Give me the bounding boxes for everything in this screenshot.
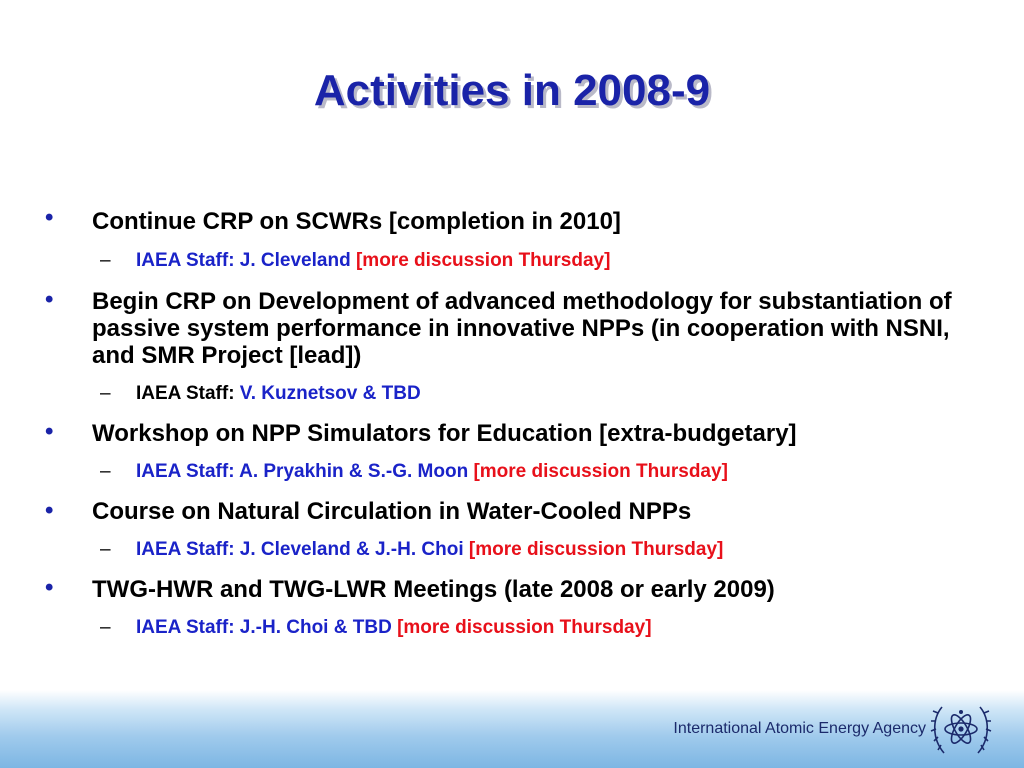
staff-names: J. Cleveland & J.-H. Choi — [239, 539, 464, 560]
discussion-note: [more discussion Thursday] — [397, 617, 652, 638]
staff-names: J. Cleveland — [239, 250, 351, 271]
staff-prefix: IAEA Staff: — [136, 461, 240, 482]
staff-prefix: IAEA Staff: — [136, 539, 240, 560]
dash-icon: – — [100, 250, 111, 271]
dash-icon: – — [100, 461, 111, 482]
bullet-item-4: Course on Natural Circulation in Water-Cooled NPPs — [92, 498, 692, 525]
bullet-item-2: Begin CRP on Development of advanced methodology for substantiation of passive system performance in innovative NPPs (in cooperation with NSNI, and SMR Project [lead]) — [92, 288, 952, 369]
slide-title: Activities in 2008-9 — [313, 66, 711, 115]
staff-line-4 — [136, 539, 723, 561]
bullet-icon: • — [45, 497, 54, 524]
agency-name: International Atomic Energy Agency — [673, 720, 926, 737]
staff-line-3 — [136, 461, 728, 483]
discussion-note: [more discussion Thursday] — [355, 250, 611, 271]
bullet-icon: • — [45, 286, 54, 313]
bullet-item-5: TWG-HWR and TWG-LWR Meetings (late 2008 or early 2009) — [92, 576, 775, 603]
staff-names: V. Kuznetsov & TBD — [239, 383, 421, 404]
bullet-item-3: Workshop on NPP Simulators for Education [extra-budgetary] — [92, 420, 797, 447]
discussion-note: [more discussion Thursday] — [473, 461, 728, 482]
staff-prefix: IAEA Staff: — [136, 383, 240, 404]
iaea-emblem-icon — [928, 697, 994, 761]
dash-icon: – — [100, 539, 111, 560]
dash-icon: – — [100, 617, 111, 638]
bullet-item-1: Continue CRP on SCWRs [completion in 2010] — [92, 208, 621, 235]
bullet-icon: • — [45, 418, 54, 445]
staff-prefix: IAEA Staff: — [136, 617, 240, 638]
staff-line-2 — [136, 383, 421, 405]
bullet-icon: • — [45, 204, 54, 231]
staff-names: A. Pryakhin & S.-G. Moon — [239, 461, 469, 482]
discussion-note: [more discussion Thursday] — [468, 539, 724, 560]
dash-icon: – — [100, 383, 111, 404]
staff-line-1 — [136, 250, 610, 272]
staff-names: J.-H. Choi & TBD — [239, 617, 392, 638]
staff-prefix: IAEA Staff: — [136, 250, 240, 271]
bullet-icon: • — [45, 574, 54, 601]
staff-line-5 — [136, 617, 652, 639]
